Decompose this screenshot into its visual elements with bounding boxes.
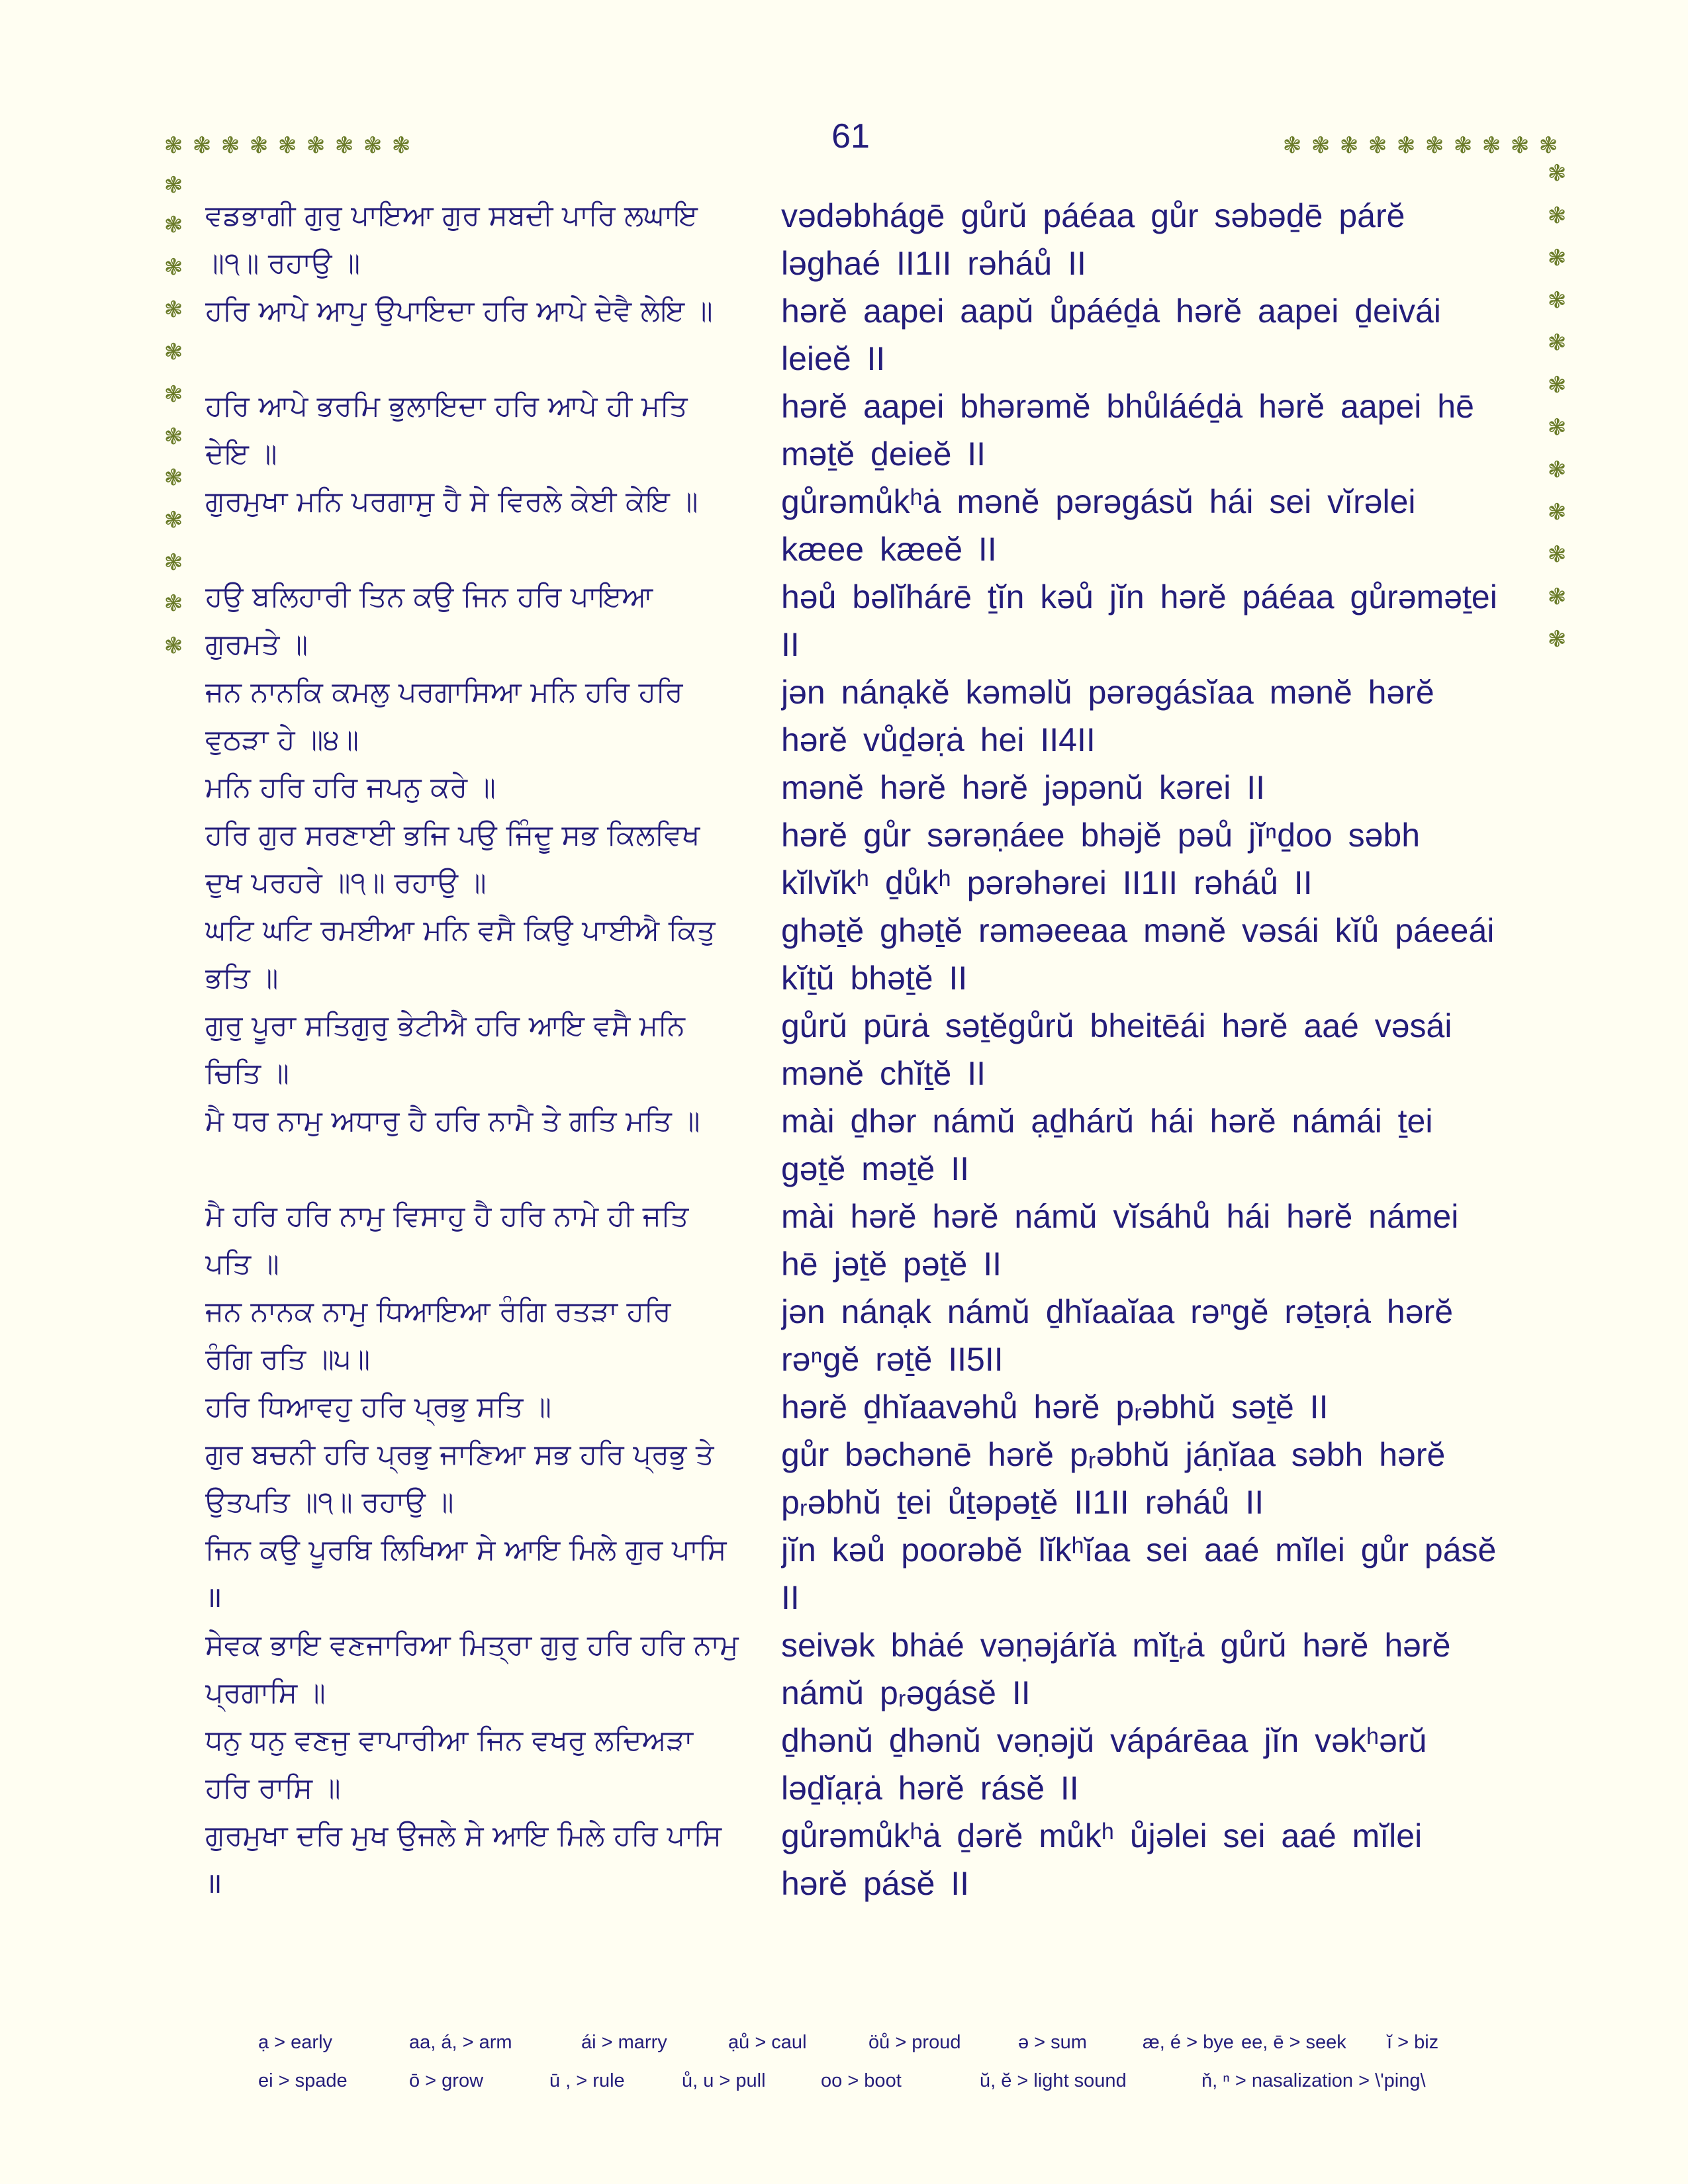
verse-gurmukhi [205,573,768,668]
legend-item: ů, u > pull [682,2070,766,2091]
gurmukhi-line: ਹਰਿ ਗੁਰ ਸਰਣਾਈ ਭਜਿ ਪਉ ਜਿੰਦੂ ਸਭ ਕਿਲਵਿਖ [205,819,700,852]
legend-item: oo > boot [821,2070,902,2091]
flower-ornament-icon: ❃ [164,254,183,281]
flower-ornament-icon: ❃ [1547,499,1567,525]
translit-line: məṯĕ ḏeieĕ II [781,435,986,473]
translit-line: mài ḏhər námŭ ạḏhárŭ hái hərĕ námái ṯei [781,1103,1433,1140]
gurmukhi-line: ॥੧॥ ਰਹਾਉ ॥ [205,247,361,280]
translit-line: kĭlvĭkʰ ḏůkʰ pərəhərei II1II rəháů II [781,864,1313,901]
translit-line: hərĕ ḏhĭaavəhů hərĕ pᵣəbhŭ səṯĕ II [781,1388,1329,1426]
verse-gurmukhi [205,764,768,811]
gurmukhi-line [205,525,768,573]
gurmukhi-line: ਪਤਿ ॥ [205,1248,279,1281]
flower-ornament-icon: ❃ [164,549,183,576]
gurmukhi-line: ਮਨਿ ਹਰਿ ਹਰਿ ਜਪਨੁ ਕਰੇ ॥ [205,771,496,804]
legend-item: öů > proud [868,2032,961,2053]
flower-ornament-icon: ❃ [249,132,269,159]
translit-line: hərĕ gůr sərəṇáee bhəjĕ pəů jĭⁿḏoo səbh [781,817,1421,854]
gurmukhi-line: ॥ [205,1867,222,1900]
translit-line: kæee kæeĕ II [781,531,997,568]
translit-line: leieĕ II [781,340,886,377]
flower-ornament-icon: ❃ [1547,541,1567,568]
flower-ornament-icon: ❃ [1481,132,1501,159]
legend-item: ei > spade [258,2070,348,2091]
flower-ornament-icon: ❃ [164,381,183,408]
legend-item: ŭ, ĕ > light sound [980,2070,1127,2091]
flower-ornament-icon: ❃ [164,590,183,617]
translit-line: ləḏĭạṛȧ hərĕ rásĕ II [781,1770,1079,1807]
flower-ornament-icon: ❃ [1368,132,1387,159]
verse-gurmukhi [205,1288,768,1383]
translit-line: jən nánạkĕ kəməlŭ pərəgásĭaa mənĕ hərĕ [781,674,1434,711]
verse-gurmukhi [205,1431,768,1526]
verse-transliteration [781,1812,1523,1907]
legend-item: ə > sum [1018,2032,1087,2053]
flower-ornament-icon: ❃ [1453,132,1473,159]
verse-gurmukhi [205,478,768,573]
verse-gurmukhi [205,1717,768,1812]
verse-transliteration [781,907,1523,1002]
verse-transliteration [781,383,1523,478]
translit-line: gůrəmůkʰȧ ḏərĕ můkʰ ůjəlei sei aaé mĭlei [781,1817,1423,1854]
translit-line: II [781,626,800,663]
gurmukhi-column [205,192,768,1907]
gurmukhi-line: ਵਡਭਾਗੀ ਗੁਰੁ ਪਾਇਆ ਗੁਰ ਸਬਦੀ ਪਾਰਿ ਲਘਾਇ [205,199,698,232]
gurmukhi-line: ॥ [205,1581,222,1614]
gurmukhi-line: ਗੁਰ ਬਚਨੀ ਹਰਿ ਪ੍ਰਭੁ ਜਾਣਿਆ ਸਭ ਹਰਿ ਪ੍ਰਭੁ ਤੇ [205,1438,714,1471]
flower-ornament-icon: ❃ [1396,132,1416,159]
translit-line: hərĕ aapei aapŭ ůpáéḏȧ hərĕ aapei ḏeivái [781,293,1441,330]
flower-ornament-icon: ❃ [1538,132,1558,159]
verse-transliteration [781,1431,1523,1526]
gurmukhi-line: ਹਰਿ ਆਪੇ ਭਰਮਿ ਭੁਲਾਇਦਾ ਹਰਿ ਆਪੇ ਹੀ ਮਤਿ [205,390,688,423]
gurmukhi-line: ਜਿਨ ਕਉ ਪੂਰਬਿ ਲਿਖਿਆ ਸੇ ਆਇ ਮਿਲੇ ਗੁਰ ਪਾਸਿ [205,1533,727,1567]
flower-ornament-icon: ❃ [164,633,183,659]
verse-transliteration [781,287,1523,383]
legend-item: ň, ⁿ > nasalization > \'ping\ [1201,2070,1426,2091]
verse-gurmukhi [205,1097,768,1193]
flower-ornament-icon: ❃ [1547,414,1567,441]
verse-transliteration [781,1383,1523,1431]
legend-row [258,2070,1516,2109]
verse-gurmukhi [205,1812,768,1907]
flower-ornament-icon: ❃ [1339,132,1359,159]
translit-line: mài hərĕ hərĕ námŭ vĭsáhů hái hərĕ námei [781,1198,1459,1235]
translit-line: gůr bəchənē hərĕ pᵣəbhŭ jáṇĭaa səbh hərĕ [781,1436,1446,1473]
gurmukhi-line: ਭਤਿ ॥ [205,962,279,995]
verse-gurmukhi [205,811,768,907]
flower-ornament-icon: ❃ [391,132,411,159]
flower-ornament-icon: ❃ [1425,132,1444,159]
verse-gurmukhi [205,907,768,1002]
flower-ornament-icon: ❃ [1547,160,1567,187]
gurmukhi-line: ਜਨ ਨਾਨਕਿ ਕਮਲੁ ਪਰਗਾਸਿਆ ਮਨਿ ਹਰਿ ਹਰਿ [205,676,683,709]
gurmukhi-line: ਗੁਰਮੁਖਾ ਦਰਿ ਮੁਖ ਉਜਲੇ ਸੇ ਆਇ ਮਿਲੇ ਹਰਿ ਪਾਸਿ [205,1819,722,1852]
verse-transliteration [781,478,1523,573]
gurmukhi-line: ਦੇਇ ॥ [205,437,277,471]
verse-transliteration [781,1097,1523,1193]
legend-row [258,2032,1516,2070]
translit-line: kĭṯŭ bhəṯĕ II [781,960,968,997]
verse-gurmukhi [205,383,768,478]
translit-line: hərĕ vůḏəṛȧ hei II4II [781,721,1096,758]
verse-transliteration [781,1526,1523,1621]
translit-line: gůrəmůkʰȧ mənĕ pərəgásŭ hái sei vĭrəlei [781,483,1416,520]
legend-item: ee, ē > seek [1241,2032,1346,2053]
translit-line: námŭ pᵣəgásĕ II [781,1674,1031,1711]
verse-transliteration [781,1193,1523,1288]
flower-ornament-icon: ❃ [277,132,297,159]
gurmukhi-line: ਦੁਖ ਪਰਹਰੇ ॥੧॥ ਰਹਾਉ ॥ [205,866,487,899]
flower-ornament-icon: ❃ [1547,457,1567,483]
flower-ornament-icon: ❃ [1547,245,1567,271]
flower-ornament-icon: ❃ [1547,330,1567,356]
translit-line: mənĕ hərĕ hərĕ jəpənŭ kərei II [781,769,1265,806]
verse-transliteration [781,573,1523,668]
flower-ornament-icon: ❃ [1547,626,1567,653]
gurmukhi-line: ਗੁਰਮੁਖਾ ਮਨਿ ਪਰਗਾਸੁ ਹੈ ਸੇ ਵਿਰਲੇ ਕੇਈ ਕੇਇ ॥ [205,485,698,518]
verse-gurmukhi [205,1193,768,1288]
gurmukhi-line: ਗੁਰੁ ਪੂਰਾ ਸਤਿਗੁਰੁ ਭੇਟੀਐ ਹਰਿ ਆਇ ਵਸੈ ਮਨਿ [205,1009,685,1042]
verse-transliteration [781,811,1523,907]
gurmukhi-line: ਉਤਪਤਿ ॥੧॥ ਰਹਾਉ ॥ [205,1486,454,1519]
flower-ornament-icon: ❃ [164,296,183,323]
gurmukhi-line [205,1145,768,1193]
translit-line: rəⁿgĕ rəṯĕ II5II [781,1341,1004,1378]
translit-line: hərĕ aapei bhərəmĕ bhůláéḏȧ hərĕ aapei hē [781,388,1474,425]
flower-ornament-icon: ❃ [1510,132,1530,159]
translit-line: jən nánạk námŭ ḏhĭaaĭaa rəⁿgĕ rəṯəṛȧ hərĕ [781,1293,1454,1330]
pronunciation-legend [258,2032,1516,2109]
page-number: 61 [831,117,870,156]
gurmukhi-line: ਜਨ ਨਾਨਕ ਨਾਮੁ ਧਿਆਇਆ ਰੰਗਿ ਰਤੜਾ ਹਰਿ [205,1295,671,1328]
legend-item: æ, é > bye [1143,2032,1234,2053]
gurmukhi-line: ਵੁਠੜਾ ਹੇ ॥੪॥ [205,723,359,756]
translit-line: gůrŭ pūrȧ səṯĕgůrŭ bheitēái hərĕ aaé vəsái [781,1007,1452,1044]
gurmukhi-line: ਚਿਤਿ ॥ [205,1057,289,1090]
gurmukhi-line: ਹਉ ਬਲਿਹਾਰੀ ਤਿਨ ਕਉ ਜਿਨ ਹਰਿ ਪਾਇਆ [205,580,653,614]
flower-ornament-icon: ❃ [164,424,183,450]
gurmukhi-line: ਰੰਗਿ ਰਤਿ ॥੫॥ [205,1343,371,1376]
gurmukhi-line: ਘਟਿ ਘਟਿ ਰਮਈਆ ਮਨਿ ਵਸੈ ਕਿਉ ਪਾਈਐ ਕਿਤੁ [205,914,716,947]
verse-transliteration [781,1717,1523,1812]
flower-ornament-icon: ❃ [1311,132,1331,159]
legend-item: ạů > caul [728,2032,807,2053]
gurmukhi-line: ਮੈ ਧਰ ਨਾਮੁ ਅਧਾਰੁ ਹੈ ਹਰਿ ਨਾਮੈ ਤੇ ਗਤਿ ਮਤਿ ॥ [205,1105,700,1138]
verse-transliteration [781,192,1523,287]
flower-ornament-icon: ❃ [363,132,383,159]
translit-line: II [781,1579,800,1616]
translit-line: hē jəṯĕ pəṯĕ II [781,1246,1002,1283]
flower-ornament-icon: ❃ [164,132,183,159]
verse-transliteration [781,1002,1523,1097]
gurmukhi-line: ਹਰਿ ਆਪੇ ਆਪੁ ਉਪਾਇਦਾ ਹਰਿ ਆਪੇ ਦੇਵੈ ਲੇਇ ॥ [205,295,713,328]
verse-gurmukhi [205,192,768,287]
gurmukhi-line: ਧਨੁ ਧਨੁ ਵਣਜੁ ਵਾਪਾਰੀਆ ਜਿਨ ਵਖਰੁ ਲਦਿਅੜਾ [205,1724,693,1757]
gurmukhi-line: ਹਰਿ ਰਾਸਿ ॥ [205,1772,341,1805]
transliteration-column [781,192,1523,1907]
translit-line: vədəbhágē gůrŭ páéaa gůr səbəḏē párĕ [781,197,1405,234]
flower-ornament-icon: ❃ [164,507,183,533]
flower-ornament-icon: ❃ [1547,584,1567,610]
verse-gurmukhi [205,1002,768,1097]
flower-ornament-icon: ❃ [164,339,183,365]
flower-ornament-icon: ❃ [1547,372,1567,398]
verse-transliteration [781,1621,1523,1717]
gurmukhi-line: ਗੁਰਮਤੇ ॥ [205,628,308,661]
gurmukhi-line [205,335,768,383]
gurmukhi-line: ਮੈ ਹਰਿ ਹਰਿ ਨਾਮੁ ਵਿਸਾਹੁ ਹੈ ਹਰਿ ਨਾਮੇ ਹੀ ਜਤਿ [205,1200,689,1233]
verse-gurmukhi [205,668,768,764]
verse-transliteration [781,764,1523,811]
legend-item: ạ > early [258,2032,333,2053]
translit-line: ləghaé II1II rəháů II [781,245,1086,282]
gurmukhi-line: ਹਰਿ ਧਿਆਵਹੁ ਹਰਿ ਪ੍ਰਭੁ ਸਤਿ ॥ [205,1390,551,1424]
translit-line: mənĕ chĭṯĕ II [781,1055,986,1092]
verse-gurmukhi [205,1383,768,1431]
flower-ornament-icon: ❃ [1282,132,1302,159]
verse-gurmukhi [205,1621,768,1717]
flower-ornament-icon: ❃ [164,212,183,238]
verse-gurmukhi [205,1526,768,1621]
verse-gurmukhi [205,287,768,383]
flower-ornament-icon: ❃ [192,132,212,159]
flower-ornament-icon: ❃ [1547,287,1567,314]
translit-line: hərĕ pásĕ II [781,1865,970,1902]
flower-ornament-icon: ❃ [220,132,240,159]
legend-item: ái > marry [581,2032,667,2053]
flower-ornament-icon: ❃ [1547,203,1567,229]
verse-transliteration [781,1288,1523,1383]
translit-line: ghəṯĕ ghəṯĕ rəməeeaa mənĕ vəsái kĭů páeeái [781,912,1495,949]
gurmukhi-line: ਪ੍ਰਗਾਸਿ ॥ [205,1676,326,1709]
legend-item: ū , > rule [549,2070,625,2091]
translit-line: jĭn kəů poorəbĕ lĭkʰĭaa sei aaé mĭlei gůr pásĕ [781,1531,1497,1569]
flower-ornament-icon: ❃ [164,465,183,491]
flower-ornament-icon: ❃ [334,132,354,159]
flower-ornament-icon: ❃ [164,172,183,199]
flower-ornament-icon: ❃ [306,132,326,159]
translit-line: pᵣəbhŭ ṯei ůṯəpəṯĕ II1II rəháů II [781,1484,1264,1521]
translit-line: seivək bhȧé vəṇəjárĭȧ mĭṯᵣȧ gůrŭ hərĕ hərĕ [781,1627,1451,1664]
translit-line: ḏhənŭ ḏhənŭ vəṇəjŭ vápárēaa jĭn vəkʰərŭ [781,1722,1427,1759]
gurmukhi-line: ਸੇਵਕ ਭਾਇ ਵਣਜਾਰਿਆ ਮਿਤ੍ਰਾ ਗੁਰੁ ਹਰਿ ਹਰਿ ਨਾਮੁ [205,1629,739,1662]
legend-item: ĭ > biz [1387,2032,1439,2053]
verse-transliteration [781,668,1523,764]
translit-line: gəṯĕ məṯĕ II [781,1150,970,1187]
legend-item: ō > grow [409,2070,484,2091]
translit-line: həů bəlĭhárē ṯĭn kəů jĭn hərĕ páéaa gůrəməṯei [781,578,1497,615]
legend-item: aa, á, > arm [409,2032,512,2053]
